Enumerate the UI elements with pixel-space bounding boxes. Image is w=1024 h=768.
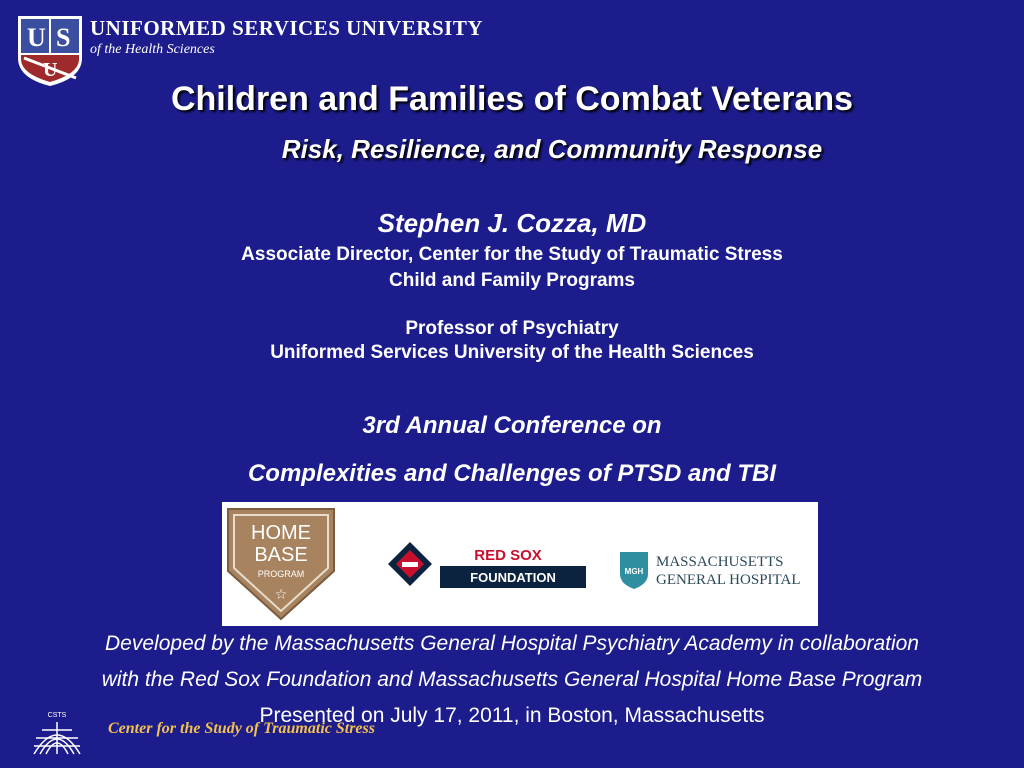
developed-by-line-2: with the Red Sox Foundation and Massachusetts General Hospital Home Base Program (101, 668, 923, 691)
svg-text:GENERAL HOSPITAL: GENERAL HOSPITAL (656, 572, 801, 588)
presented-date: Presented on July 17, 2011, in Boston, Massachusetts (259, 704, 765, 727)
presenter-role-2: Child and Family Programs (389, 270, 635, 291)
csts-name: Center for the Study of Traumatic Stress (108, 720, 375, 737)
mgh-logo (618, 550, 818, 590)
developed-by-line-1: Developed by the Massachusetts General Hospital Psychiatry Academy in collaboration (105, 632, 919, 655)
red-sox-foundation-logo (388, 540, 588, 590)
university-name (90, 16, 483, 58)
svg-text:PROGRAM: PROGRAM (257, 569, 305, 579)
usu-shield-logo (16, 14, 84, 88)
svg-text:BASE: BASE (254, 544, 308, 566)
presenter-role-4: Uniformed Services University of the Health Sciences (270, 342, 754, 363)
conference-line-1: 3rd Annual Conference on (362, 412, 662, 439)
svg-text:RED SOX: RED SOX (474, 547, 542, 564)
svg-text:MASSACHUSETTS: MASSACHUSETTS (656, 554, 784, 570)
svg-text:CSTS: CSTS (47, 712, 67, 719)
university-name-line2: of the Health Sciences (90, 42, 215, 57)
svg-text:U: U (27, 23, 46, 52)
svg-text:HOME: HOME (251, 522, 311, 544)
partner-logos-panel (222, 502, 818, 626)
csts-globe-icon (30, 708, 84, 756)
slide-subtitle: Risk, Resilience, and Community Response (281, 134, 823, 164)
svg-text:S: S (56, 23, 71, 52)
svg-text:MGH: MGH (624, 567, 644, 576)
svg-text:FOUNDATION: FOUNDATION (470, 570, 556, 585)
university-name-line1: UNIFORMED SERVICES UNIVERSITY (90, 16, 483, 40)
presenter-role-1: Associate Director, Center for the Study of Traumatic Stress (241, 244, 783, 265)
presenter-role-3: Professor of Psychiatry (405, 318, 619, 339)
svg-text:U: U (43, 59, 58, 81)
slide-title: Children and Families of Combat Veterans (170, 80, 854, 118)
conference-line-2: Complexities and Challenges of PTSD and TBI (247, 460, 777, 487)
presenter-name: Stephen J. Cozza, MD (377, 208, 647, 238)
home-base-logo (222, 505, 340, 623)
svg-text:☆: ☆ (274, 587, 288, 603)
